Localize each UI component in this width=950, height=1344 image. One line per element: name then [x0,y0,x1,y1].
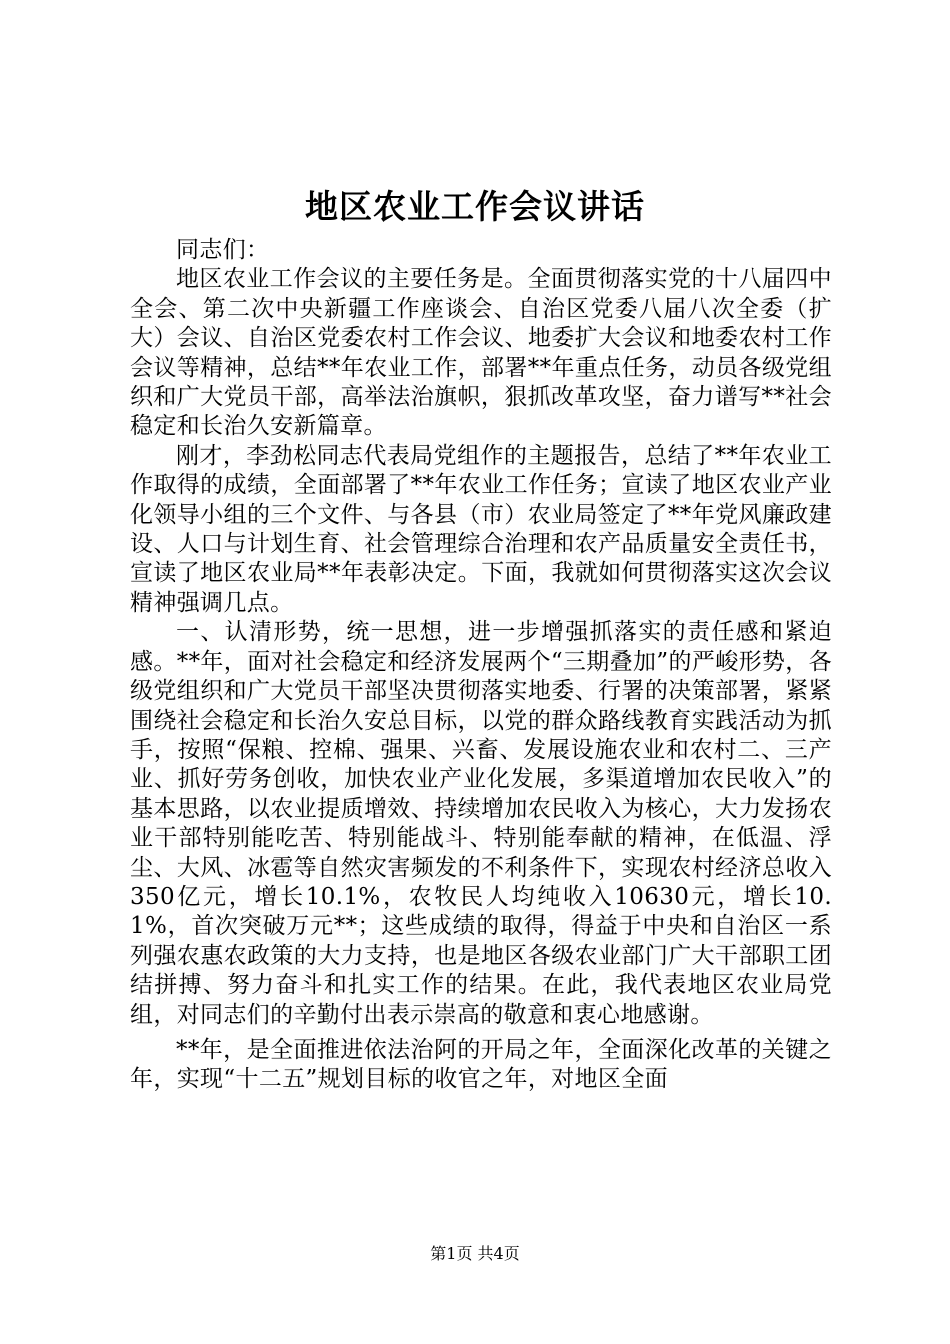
page-number: 第1页 共4页 [430,1244,520,1263]
salutation-paragraph: 同志们： [176,237,270,263]
body-paragraph-3: 一、认清形势，统一思想，进一步增强抓落实的责任感和紧迫感。**年，面对社会稳定和经济发展两个“三期叠加”的严峻形势，各级党组织和广大党员干部坚决贯彻落实地委、行署的决策部署，紧紧围绕社会稳定和长治久安总目标，以党的群众路线教育实践活动为抓手，按照“保粮、控棉、强果、兴畜、发展设施农业和农村二、三产业、抓好劳务创收，加快农业产业化发展，多渠道增加农民收入”的基本思路，以农业提质增效、持续增加农民收入为核心，大力发扬农业干部特别能吃苦、特别能战斗、特别能奉献的精神，在低温、浮尘、大风、冰雹等自然灾害频发的不利条件下，实现农村经济总收入350亿元，增长10.1%，农牧民人均纯收入10630元，增长10.1%，首次突破万元**；这些成绩的取得，得益于中央和自治区一系列强农惠农政策的大力支持，也是地区各级农业部门广大干部职工团结拼搏、努力奋斗和扎实工作的结果。在此，我代表地区农业局党组，对同志们的辛勤付出表示崇高的敬意和衷心地感谢。 [130,619,832,1028]
body-paragraph-1: 地区农业工作会议的主要任务是。全面贯彻落实党的十八届四中全会、第二次中央新疆工作座谈会、自治区党委八届八次全委（扩大）会议、自治区党委农村工作会议、地委扩大会议和地委农村工作会议等精神，总结**年农业工作，部署**年重点任务，动员各级党组织和广大党员干部，高举法治旗帜，狠抓改革攻坚，奋力谱写**社会稳定和长治久安新篇章。 [130,266,832,440]
body-paragraph-4: **年，是全面推进依法治阿的开局之年，全面深化改革的关键之年，实现“十二五”规划目标的收官之年，对地区全面 [130,1036,832,1093]
document-body [130,236,832,1095]
body-paragraph-2: 刚才，李劲松同志代表局党组作的主题报告，总结了**年农业工作取得的成绩，全面部署了**年农业工作任务；宣读了地区农业产业化领导小组的三个文件、与各县（市）农业局签定了**年党风廉政建设、人口与计划生育、社会管理综合治理和农产品质量安全责任书，宣读了地区农业局**年表彰决定。下面，我就如何贯彻落实这次会议精神强调几点。 [130,442,832,616]
document-title: 地区农业工作会议讲话 [305,187,645,226]
